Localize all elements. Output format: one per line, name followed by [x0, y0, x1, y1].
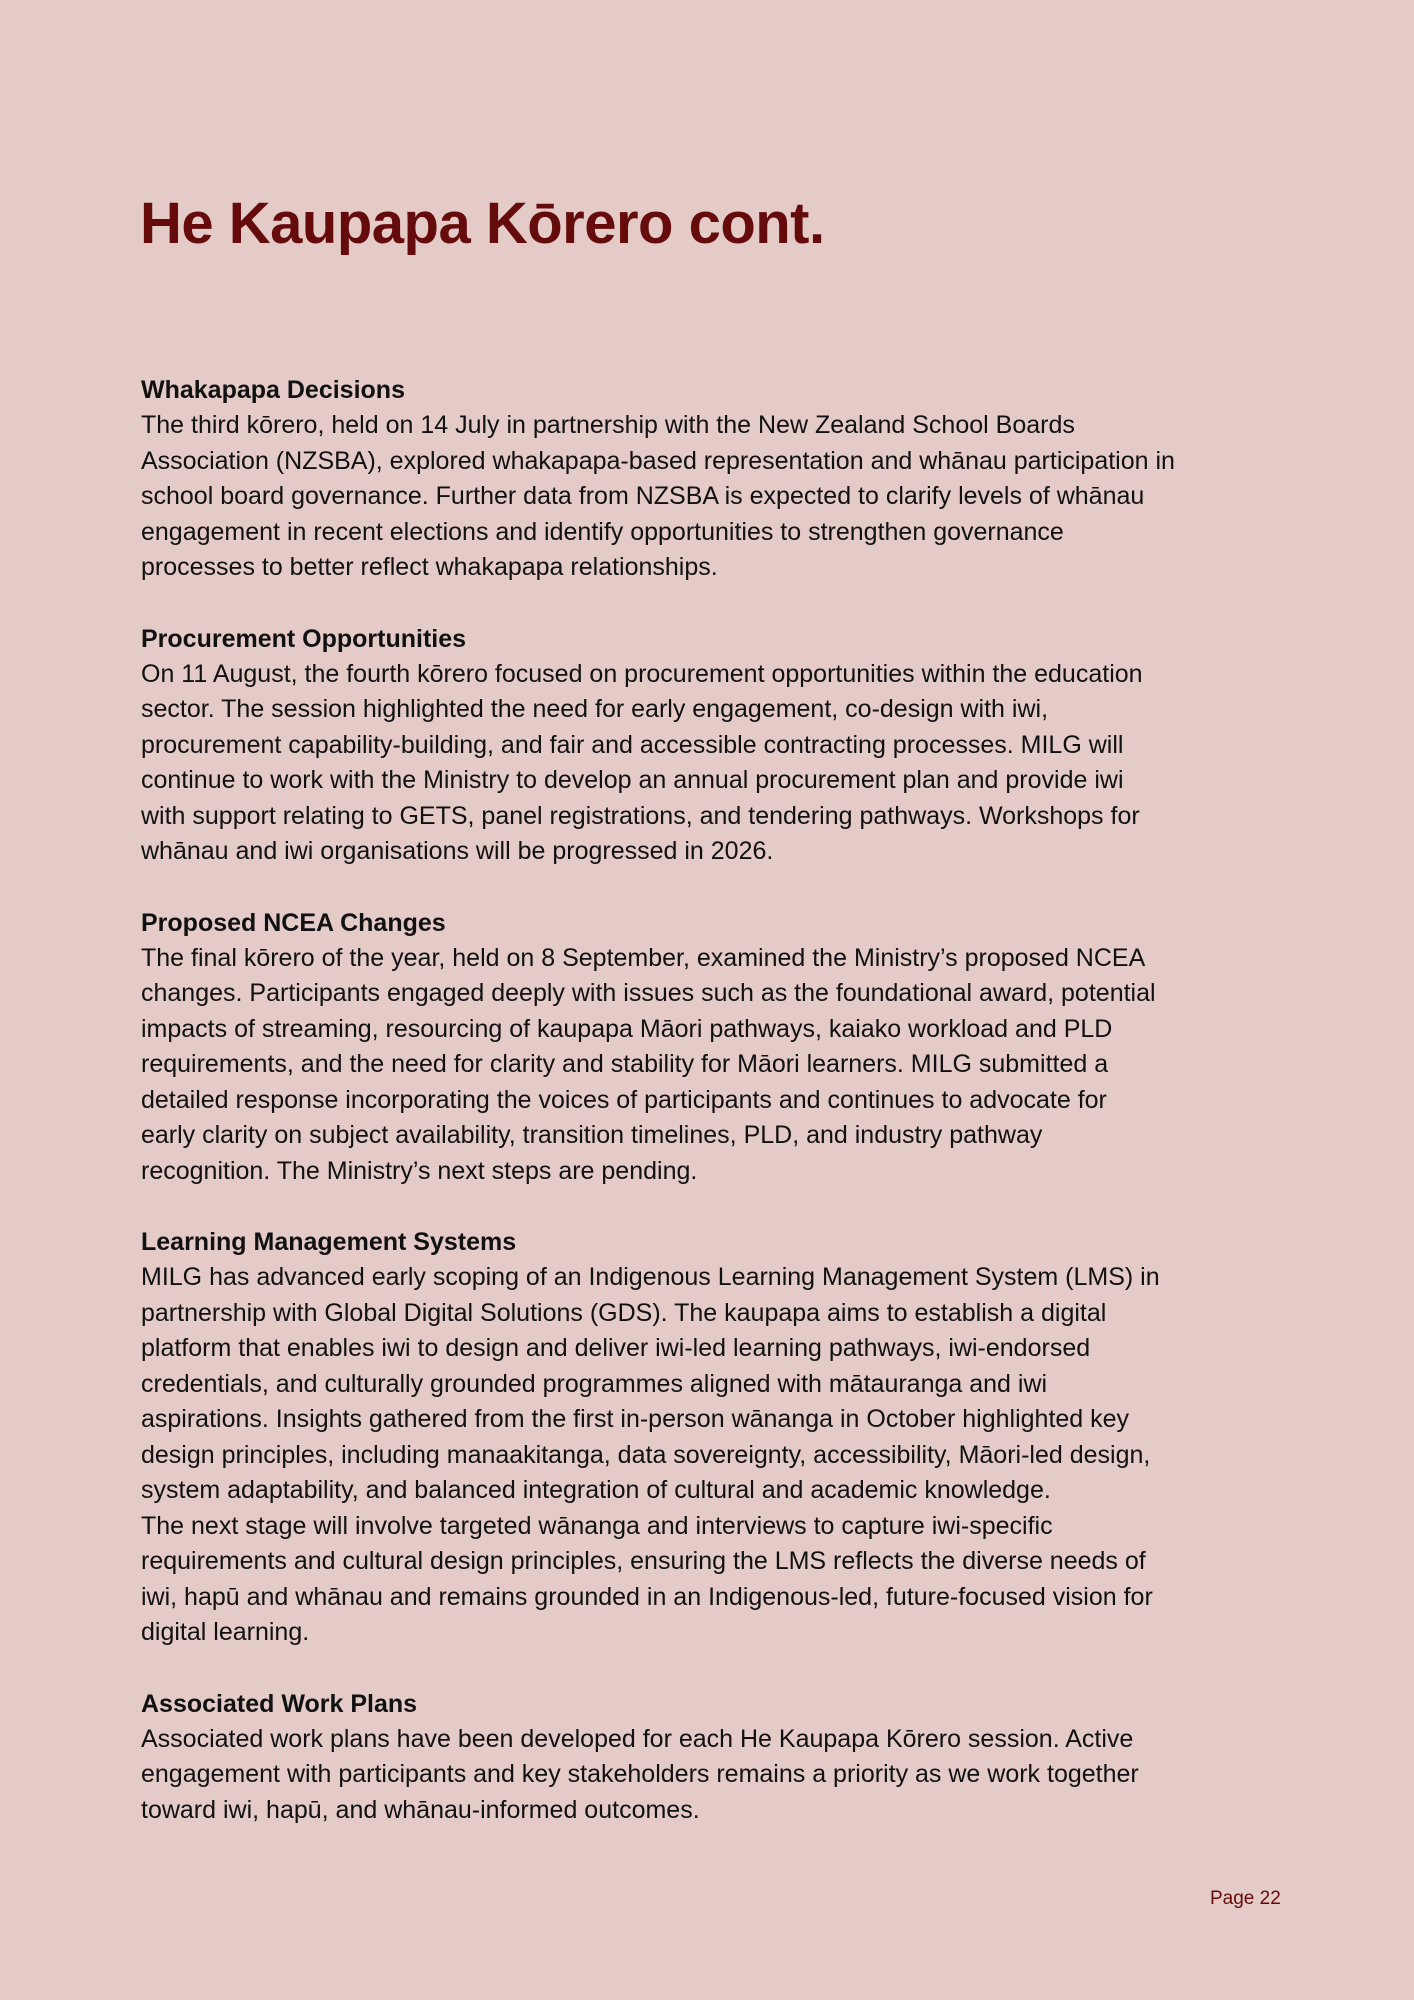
section-paragraph: [141, 408, 1291, 586]
text-line: platform that enables iwi to design and deliver iwi-led learning pathways, iwi-endorsed: [141, 1334, 1091, 1362]
text-line: toward iwi, hapū, and whānau-informed outcomes.: [141, 1795, 700, 1824]
text-line: impacts of streaming, resourcing of kaupapa Māori pathways, kaiako workload and PLD: [141, 1014, 1113, 1043]
text-line: sector. The session highlighted the need for early engagement, co-design with iwi,: [141, 695, 1049, 723]
text-line: iwi, hapū and whānau and remains grounded in an Indigenous-led, future-focused vision for: [141, 1582, 1153, 1611]
section-heading: Learning Management Systems: [141, 1228, 517, 1256]
text-line: system adaptability, and balanced integration of cultural and academic knowledge.: [141, 1476, 1051, 1504]
text-line: with support relating to GETS, panel registrations, and tendering pathways. Workshops for: [141, 801, 1140, 830]
text-line: The final kōrero of the year, held on 8 September, examined the Ministry’s proposed NCEA: [141, 943, 1146, 972]
text-line: continue to work with the Ministry to develop an annual procurement plan and provide iwi: [141, 766, 1124, 794]
section-paragraph: [141, 941, 1291, 1190]
section-heading: Procurement Opportunities: [141, 624, 467, 653]
text-line: MILG has advanced early scoping of an Indigenous Learning Management System (LMS) in: [141, 1263, 1160, 1291]
section-proposed-ncea-changes: [141, 905, 1291, 1190]
section-paragraph: [141, 1260, 1291, 1651]
text-line: processes to better reflect whakapapa relationships.: [141, 553, 718, 581]
text-line: partnership with Global Digital Solutions (GDS). The kaupapa aims to establish a digital: [141, 1298, 1107, 1327]
text-line: design principles, including manaakitanga, data sovereignty, accessibility, Māori-led design,: [141, 1440, 1151, 1469]
text-line: engagement with participants and key stakeholders remains a priority as we work together: [141, 1760, 1139, 1788]
page-number: Page 22: [1210, 1888, 1281, 1909]
text-line: Association (NZSBA), explored whakapapa-based representation and whānau participation in: [141, 446, 1175, 475]
section-heading: Proposed NCEA Changes: [141, 908, 446, 937]
text-line: requirements and cultural design principles, ensuring the LMS reflects the diverse needs of: [141, 1547, 1146, 1575]
text-line: The next stage will involve targeted wānanga and interviews to capture iwi-specific: [141, 1511, 1053, 1540]
section-paragraph: [141, 1722, 1291, 1829]
text-line: requirements, and the need for clarity and stability for Māori learners. MILG submitted a: [141, 1050, 1109, 1078]
text-line: On 11 August, the fourth kōrero focused on procurement opportunities within the education: [141, 659, 1143, 688]
text-line: procurement capability-building, and fair and accessible contracting processes. MILG will: [141, 730, 1124, 759]
text-line: digital learning.: [141, 1618, 310, 1646]
text-line: credentials, and culturally grounded programmes aligned with mātauranga and iwi: [141, 1369, 1048, 1398]
text-line: The third kōrero, held on 14 July in partnership with the New Zealand School Boards: [141, 411, 1075, 439]
section-paragraph: [141, 657, 1291, 870]
section-procurement-opportunities: [141, 621, 1291, 870]
text-line: Associated work plans have been developed for each He Kaupapa Kōrero session. Active: [141, 1724, 1134, 1753]
section-learning-management-systems: [141, 1224, 1291, 1651]
page-title: He Kaupapa Kōrero cont.: [140, 191, 825, 256]
text-line: changes. Participants engaged deeply with issues such as the foundational award, potential: [141, 979, 1156, 1007]
section-whakapapa-decisions: [141, 372, 1291, 586]
text-line: whānau and iwi organisations will be progressed in 2026.: [141, 837, 774, 865]
text-line: early clarity on subject availability, transition timelines, PLD, and industry pathway: [141, 1121, 1043, 1149]
text-line: engagement in recent elections and identify opportunities to strengthen governance: [141, 517, 1064, 546]
text-line: school board governance. Further data from NZSBA is expected to clarify levels of whānau: [141, 482, 1145, 510]
text-line: aspirations. Insights gathered from the first in-person wānanga in October highlighted key: [141, 1405, 1130, 1433]
section-heading: Whakapapa Decisions: [141, 376, 405, 404]
text-line: detailed response incorporating the voices of participants and continues to advocate for: [141, 1085, 1107, 1114]
section-associated-work-plans: [141, 1686, 1291, 1829]
section-heading: Associated Work Plans: [141, 1689, 418, 1718]
page-content: [141, 372, 1291, 1863]
text-line: recognition. The Ministry’s next steps are pending.: [141, 1156, 698, 1185]
